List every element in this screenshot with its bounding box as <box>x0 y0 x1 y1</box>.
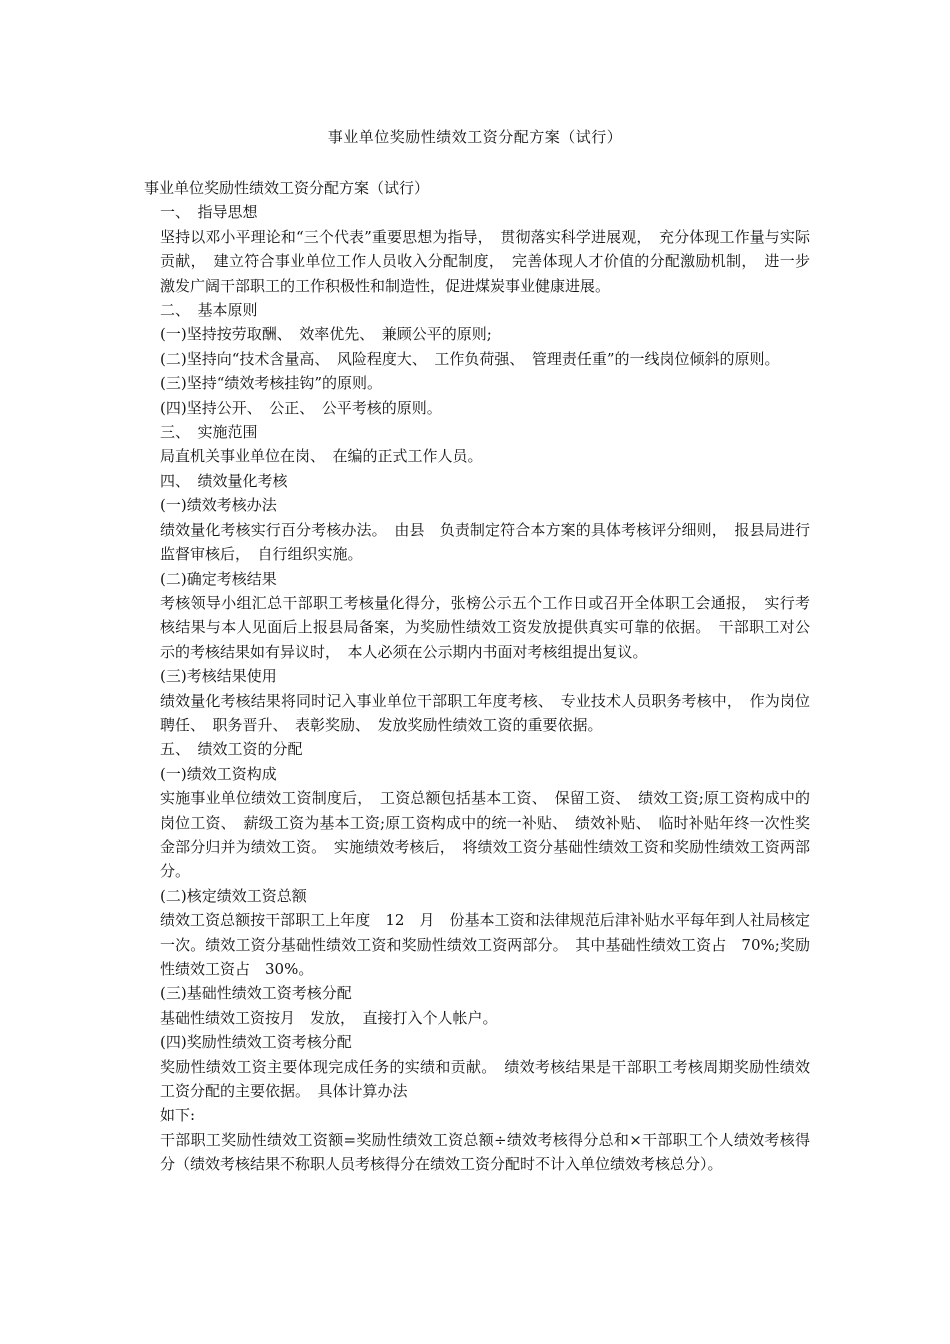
paragraph-guiding-thought: 坚持以邓小平理论和“三个代表”重要思想为指导， 贯彻落实科学进展观， 充分体现工作量与实际贡献， 建立符合事业单位工作人员收入分配制度， 完善体现人才价值的分配激励机制， 进一步激发广阔干部职工的工作积极性和制造性，促进煤炭事业健康进展。 <box>160 227 810 295</box>
principle-1: (一)坚持按劳取酬、 效率优先、 兼顾公平的原则; <box>160 325 492 344</box>
doc-subtitle: 事业单位奖励性绩效工资分配方案（试行） <box>144 179 430 197</box>
paragraph-4-3: 绩效量化考核结果将同时记入事业单位干部职工年度考核、 专业技术人员职务考核中， 作为岗位聘任、 职务晋升、 表彰奖励、 发放奖励性绩效工资的重要依据。 <box>160 691 810 734</box>
paragraph-formula: 干部职工奖励性绩效工资额=奖励性绩效工资总额÷绩效考核得分总和×干部职工个人绩效考核得分（绩效考核结果不称职人员考核得分在绩效工资分配时不计入单位绩效考核总分）。 <box>160 1130 810 1174</box>
principle-3: (三)坚持“绩效考核挂钩”的原则。 <box>160 374 383 393</box>
paragraph-5-4: 奖励性绩效工资主要体现完成任务的实绩和贡献。 绩效考核结果是干部职工考核周期奖励性绩效工资分配的主要依据。 具体计算办法 <box>160 1057 810 1101</box>
subheading-4-3: (三)考核结果使用 <box>160 667 277 686</box>
principle-2: (二)坚持向“技术含量高、 风险程度大、 工作负荷强、 管理责任重”的一线岗位倾斜的原则。 <box>160 349 780 368</box>
section-heading-2: 二、 基本原则 <box>160 301 258 320</box>
subheading-4-1: (一)绩效考核办法 <box>160 496 277 515</box>
section-heading-4: 四、 绩效量化考核 <box>160 471 288 490</box>
paragraph-scope: 局直机关事业单位在岗、 在编的正式工作人员。 <box>160 447 483 466</box>
paragraph-5-2: 绩效工资总额按干部职工上年度 12 月 份基本工资和法律规范后津补贴水平每年到人社局核定一次。绩效工资分基础性绩效工资和奖励性绩效工资两部分。 其中基础性绩效工资占 70%;奖励性绩效工资占 30%。 <box>160 911 810 978</box>
subheading-5-4: (四)奖励性绩效工资考核分配 <box>160 1033 352 1052</box>
paragraph-5-1: 实施事业单位绩效工资制度后， 工资总额包括基本工资、 保留工资、 绩效工资;原工资构成中的岗位工资、 薪级工资为基本工资;原工资构成中的统一补贴、 绩效补贴、 临时补贴年终一次性奖金部分归并为绩效工资。 实施绩效考核后， 将绩效工资分基础性绩效工资和奖励性绩效工资两部分。 <box>160 789 810 881</box>
paragraph-5-4-lead: 如下: <box>160 1106 196 1125</box>
section-heading-3: 三、 实施范围 <box>160 423 258 442</box>
paragraph-4-2: 考核领导小组汇总干部职工考核量化得分，张榜公示五个工作日或召开全体职工会通报， 实行考核结果与本人见面后上报县局备案，为奖励性绩效工资发放提供真实可靠的依据。 干部职工对公示的考核结果如有异议时， 本人必须在公示期内书面对考核组提出复议。 <box>160 593 810 661</box>
subheading-5-3: (三)基础性绩效工资考核分配 <box>160 984 352 1003</box>
subheading-5-1: (一)绩效工资构成 <box>160 764 277 783</box>
principle-4: (四)坚持公开、 公正、 公平考核的原则。 <box>160 398 442 417</box>
document-body <box>144 176 810 1177</box>
section-heading-1: 一、 指导思想 <box>160 203 258 222</box>
subheading-4-2: (二)确定考核结果 <box>160 569 277 588</box>
paragraph-4-1: 绩效量化考核实行百分考核办法。 由县 负责制定符合本方案的具体考核评分细则， 报县局进行监督审核后， 自行组织实施。 <box>160 520 810 564</box>
subheading-5-2: (二)核定绩效工资总额 <box>160 886 307 905</box>
paragraph-5-3: 基础性绩效工资按月 发放， 直接打入个人帐户。 <box>160 1008 498 1027</box>
section-heading-5: 五、 绩效工资的分配 <box>160 740 303 759</box>
document-title: 事业单位奖励性绩效工资分配方案（试行） <box>327 128 623 146</box>
